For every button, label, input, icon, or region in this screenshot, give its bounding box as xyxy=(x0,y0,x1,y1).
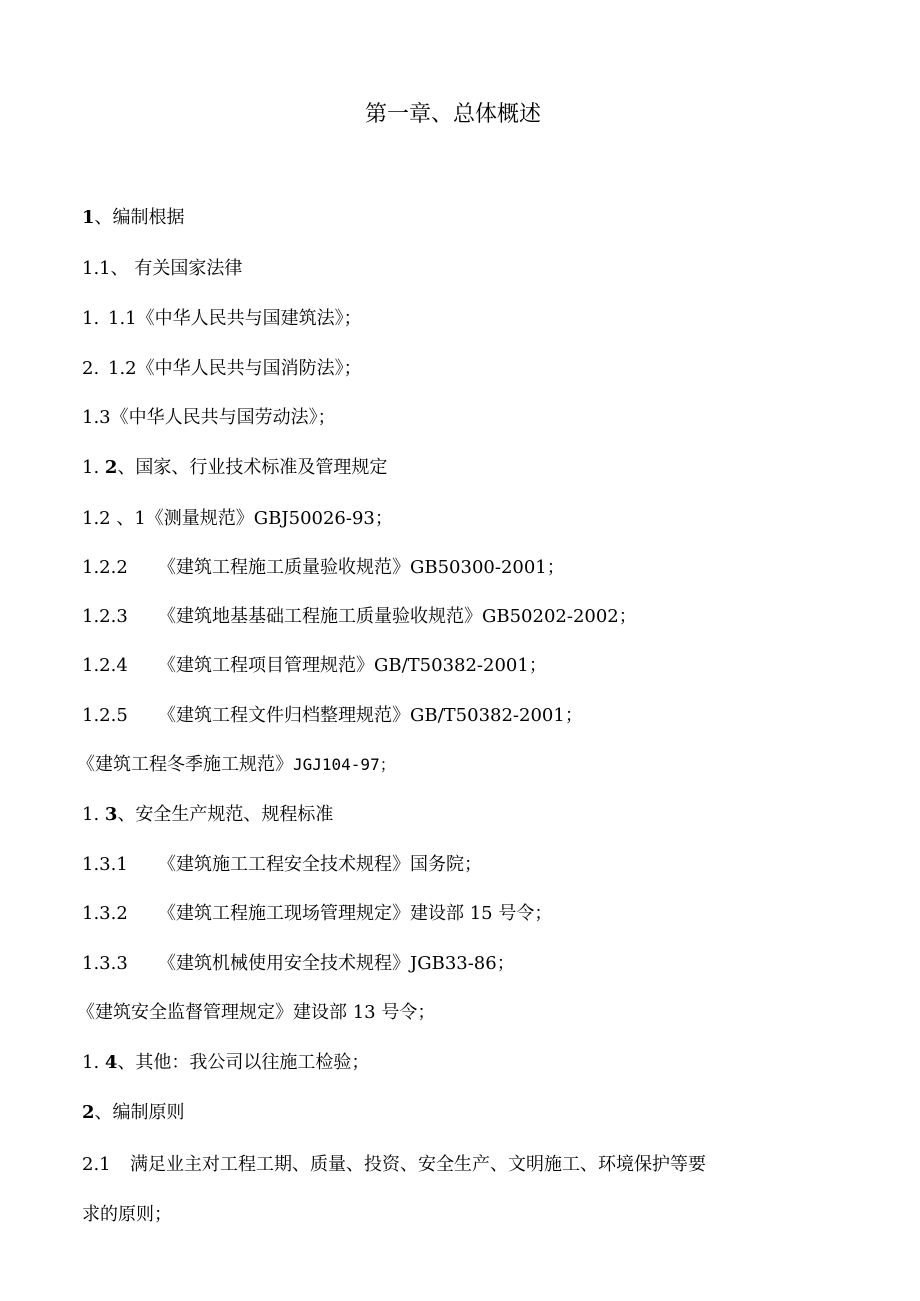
item-number: 2. xyxy=(82,358,100,379)
subsection-1-4 xyxy=(82,1049,369,1077)
item-number: 1.3.3 xyxy=(82,953,128,974)
item-text: 《建筑机械使用安全技术规程》JGB33-86； xyxy=(158,953,515,974)
section-number: 2 xyxy=(82,1102,95,1123)
item-code: JGJ104-97； xyxy=(293,755,396,774)
item-text: 《建筑工程施工质量验收规范》GB50300-2001； xyxy=(158,557,565,578)
subsection-prefix: 1. xyxy=(82,457,105,478)
subsection-text: 、国家、行业技术标准及管理规定 xyxy=(117,457,388,478)
item-1-3-3 xyxy=(82,950,515,978)
item-text: 《建筑工程冬季施工规范》 xyxy=(77,754,293,775)
item-1-3-4: 《建筑安全监督管理规定》建设部 13 号令； xyxy=(77,1002,436,1023)
item-text: 《建筑地基基础工程施工质量验收规范》GB50202-2002； xyxy=(158,606,637,627)
section-text: 、编制根据 xyxy=(94,207,185,228)
subsection-number: 4 xyxy=(104,1052,118,1073)
subsection-prefix: 1. xyxy=(82,1052,105,1073)
item-number: 1.2.5 xyxy=(82,705,128,726)
item-2-1 xyxy=(82,1151,706,1179)
item-1-2-2 xyxy=(82,554,565,582)
item-text: 《建筑工程文件归档整理规范》GB/T50382-2001； xyxy=(158,705,583,726)
subsection-number: 3 xyxy=(104,804,118,825)
item-text: 《建筑工程项目管理规范》GB/T50382-2001； xyxy=(158,655,547,676)
subsection-text: 、安全生产规范、规程标准 xyxy=(117,804,334,825)
item-number: 1. xyxy=(82,308,100,329)
item-text: 满足业主对工程工期、质量、投资、安全生产、文明施工、环境保护等要 xyxy=(130,1154,706,1175)
item-1-1-2 xyxy=(82,355,362,383)
subsection-1-2 xyxy=(82,454,387,482)
item-1-1-1 xyxy=(82,305,362,333)
subsection-text: 、其他：我公司以往施工检验； xyxy=(117,1052,370,1073)
item-number: 1.2.3 xyxy=(82,606,128,627)
item-1-2-4 xyxy=(82,652,547,680)
section-text: 、编制原则 xyxy=(94,1102,185,1123)
item-number: 1.2.4 xyxy=(82,655,128,676)
subsection-1-1: 1.1、 有关国家法律 xyxy=(82,258,243,279)
item-text: 《建筑工程施工现场管理规定》建设部 15 号令； xyxy=(158,903,553,924)
item-1-3-2 xyxy=(82,900,552,928)
item-number: 1.3.2 xyxy=(82,903,128,924)
item-1-3-law: 1.3《中华人民共与国劳动法》； xyxy=(82,407,336,428)
chapter-title: 第一章、总体概述 xyxy=(364,102,541,127)
item-text: 1.2《中华人民共与国消防法》； xyxy=(108,358,362,379)
item-1-2-3 xyxy=(82,603,637,631)
item-text: 1.1《中华人民共与国建筑法》； xyxy=(108,308,362,329)
item-2-1-continuation: 求的原则； xyxy=(82,1204,172,1225)
subsection-1-3 xyxy=(82,801,333,829)
section-1-heading xyxy=(82,204,185,232)
subsection-prefix: 1. xyxy=(82,804,105,825)
section-2-heading xyxy=(82,1099,185,1127)
item-number: 2.1 xyxy=(82,1154,111,1175)
item-1-2-5 xyxy=(82,702,583,730)
item-text: 《建筑施工工程安全技术规程》国务院； xyxy=(158,854,482,875)
section-number: 1 xyxy=(82,207,95,228)
item-1-2-6 xyxy=(77,751,396,779)
subsection-number: 2 xyxy=(104,457,118,478)
item-number: 1.3.1 xyxy=(82,854,128,875)
item-1-3-1 xyxy=(82,851,482,879)
item-1-2-1: 1.2 、1《测量规范》GBJ50026-93； xyxy=(82,508,393,529)
item-number: 1.2.2 xyxy=(82,557,128,578)
